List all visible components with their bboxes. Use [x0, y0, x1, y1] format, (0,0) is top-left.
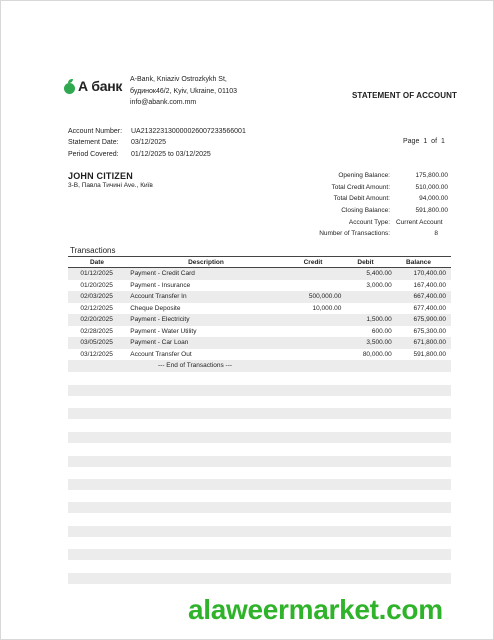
summary-value: 8: [434, 230, 438, 238]
cell-balance: 675,900.00: [413, 316, 446, 324]
cell-balance: 671,800.00: [413, 339, 446, 347]
period-value: 01/12/2025 to 03/12/2025: [131, 150, 211, 158]
summary-label: Closing Balance:: [341, 207, 390, 215]
table-row: [68, 349, 451, 361]
summary-value: 510,000.00: [415, 183, 448, 191]
statement-meta: [68, 126, 246, 160]
cell-date: 02/03/2025: [80, 293, 113, 301]
summary-row: [300, 170, 448, 182]
page-label: Page: [403, 138, 420, 145]
apple-logo-icon: [64, 79, 75, 94]
cell-credit: 10,000.00: [312, 304, 342, 312]
table-row: [68, 337, 451, 349]
cell-description: Payment - Credit Card: [130, 270, 195, 278]
empty-row-band: [68, 385, 451, 396]
table-row: [68, 303, 451, 315]
cell-date: 01/20/2025: [80, 281, 113, 289]
statement-date-value: 03/12/2025: [131, 139, 167, 147]
summary-row: [300, 193, 448, 205]
table-row: [68, 326, 451, 338]
cell-debit: 5,400.00: [366, 270, 392, 278]
empty-row-band: [68, 502, 451, 513]
cell-date: 02/12/2025: [80, 304, 113, 312]
customer-name: JOHN CITIZEN: [68, 171, 133, 181]
empty-row-band: [68, 456, 451, 467]
cell-description: Account Transfer In: [130, 293, 187, 301]
page-number: [403, 138, 445, 145]
cell-balance: 170,400.00: [413, 270, 446, 278]
summary-label: Total Credit Amount:: [331, 183, 390, 191]
empty-row-band: [68, 549, 451, 560]
summary-row: [300, 205, 448, 217]
header-debit: Debit: [357, 258, 374, 266]
empty-row-band: [68, 479, 451, 490]
cell-date: 02/20/2025: [80, 316, 113, 324]
cell-date: 03/05/2025: [80, 339, 113, 347]
header-description: Description: [188, 258, 224, 266]
header-balance: Balance: [406, 258, 431, 266]
cell-debit: 3,000.00: [366, 281, 392, 289]
summary-value: Current Account: [396, 218, 443, 226]
watermark-text: alaweermarket.com: [188, 594, 443, 625]
empty-row-band: [68, 408, 451, 419]
cell-credit: 500,000.00: [308, 293, 342, 301]
cell-debit: 600.00: [371, 327, 392, 335]
cell-date: 01/12/2025: [80, 270, 113, 278]
summary-label: Account Type:: [348, 218, 390, 226]
cell-balance: 675,300.00: [413, 327, 446, 335]
statement-date-row: [68, 137, 246, 148]
cell-description: Cheque Deposite: [130, 304, 181, 312]
account-number-value: UA213223130000026007233566001: [131, 128, 246, 135]
account-number-row: [68, 126, 246, 137]
empty-row-band: [68, 526, 451, 537]
table-row: [68, 291, 451, 303]
account-number-label: Account Number:: [68, 128, 123, 135]
summary-label: Opening Balance:: [338, 172, 390, 180]
cell-balance: 591,800.00: [413, 350, 446, 358]
header-date: Date: [89, 258, 105, 266]
summary-row: [300, 182, 448, 194]
transactions-table: [68, 256, 451, 372]
bank-email: info@abank.com.mm: [130, 99, 197, 106]
logo-text: А банк: [78, 78, 123, 94]
address-line-2: будинок46/2, Kyiv, Ukraine, 01103: [130, 87, 238, 95]
cell-description: Payment - Insurance: [130, 281, 191, 289]
summary-row: [300, 228, 448, 240]
cell-balance: 167,400.00: [413, 281, 446, 289]
cell-debit: 1,500.00: [366, 316, 392, 324]
statement-date-label: Statement Date:: [68, 139, 119, 147]
cell-balance: 677,400.00: [413, 304, 446, 312]
page-of: of: [431, 138, 438, 145]
empty-row-band: [68, 573, 451, 584]
page-total: 1: [440, 138, 445, 145]
summary-row: [300, 216, 448, 228]
statement-title: STATEMENT OF ACCOUNT: [352, 91, 457, 100]
header-credit: Credit: [303, 258, 323, 266]
cell-description: Payment - Car Loan: [130, 339, 189, 347]
address-line-1: A-Bank, Kniaziv Ostrozkykh St,: [130, 76, 227, 83]
page-current: 1: [423, 138, 428, 145]
cell-debit: 3,500.00: [366, 339, 392, 347]
summary-value: 175,800.00: [415, 172, 448, 180]
cell-date: 03/12/2025: [80, 350, 113, 358]
bank-logo: [64, 78, 122, 94]
summary-label: Total Debit Amount:: [333, 195, 390, 203]
cell-balance: 667,400.00: [413, 293, 446, 301]
summary-value: 94,000.00: [419, 195, 448, 203]
summary-value: 591,800.00: [415, 207, 448, 215]
cell-date: 02/28/2025: [80, 327, 113, 335]
table-row: [68, 268, 451, 280]
period-row: [68, 149, 246, 160]
cell-description: Payment - Water Utility: [130, 327, 197, 335]
cell-debit: 80,000.00: [362, 350, 392, 358]
cell-description: Account Transfer Out: [130, 350, 192, 358]
account-summary: [300, 170, 448, 240]
table-row: [68, 314, 451, 326]
summary-label: Number of Transactions:: [319, 230, 390, 238]
cell-description: Payment - Electricity: [130, 316, 190, 324]
customer-address: 3-В, Павла Тичині Ave., Київ: [68, 182, 153, 189]
bank-address: [130, 74, 237, 109]
end-of-transactions-row: [68, 360, 451, 372]
period-label: Period Covered:: [68, 150, 119, 158]
transactions-title: Transactions: [70, 246, 116, 255]
table-header: [68, 256, 451, 268]
table-row: [68, 280, 451, 292]
empty-row-band: [68, 432, 451, 443]
end-of-transactions-text: --- End of Transactions ---: [158, 362, 233, 370]
